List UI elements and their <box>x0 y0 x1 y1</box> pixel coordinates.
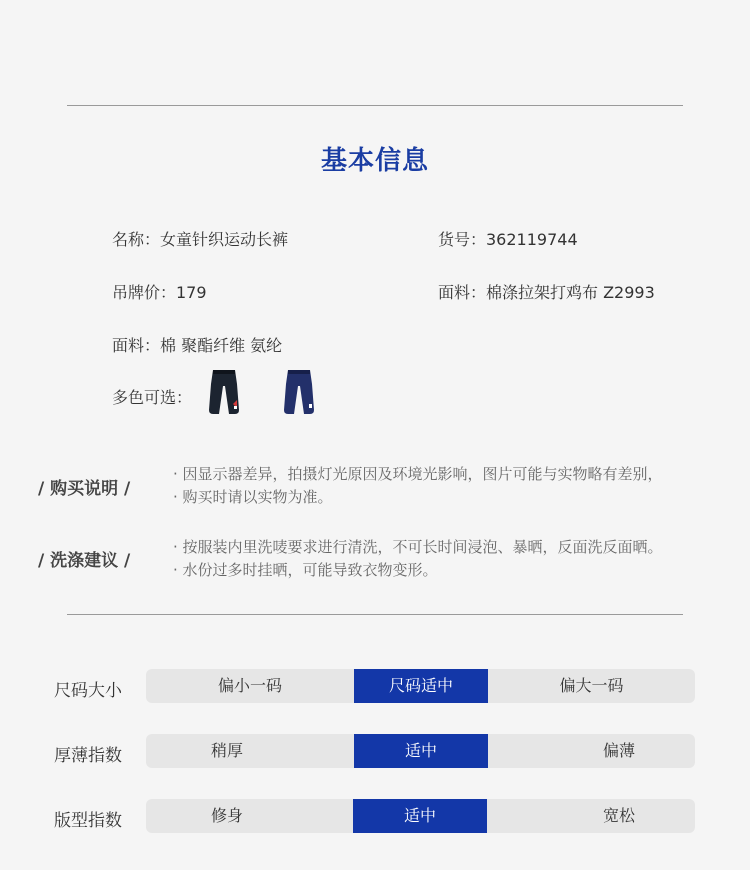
product-name: 名称：女童针织运动长裤 <box>112 230 289 249</box>
silhouette-option[interactable]: 宽松 <box>602 806 635 825</box>
bottom-divider <box>67 614 683 615</box>
black-pants-icon[interactable] <box>207 368 241 420</box>
wash-advice-label: / 洗涤建议 / <box>38 551 131 571</box>
thickness-option[interactable]: 偏薄 <box>602 741 635 760</box>
fabric-composition: 面料：棉 聚酯纤维 氨纶 <box>112 336 283 355</box>
size-fit-option-selected[interactable]: 尺码适中 <box>354 669 488 703</box>
silhouette-option[interactable]: 修身 <box>210 806 243 825</box>
silhouette-label: 版型指数 <box>54 811 122 831</box>
purchase-note-line-2: · 购买时请以实物为准。 <box>173 488 333 506</box>
size-fit-label: 尺码大小 <box>54 681 122 701</box>
wash-advice-line-1: · 按服装内里洗唛要求进行清洗，不可长时间浸泡、暴晒，反面洗反面晒。 <box>173 538 663 556</box>
size-fit-option[interactable]: 偏大一码 <box>559 676 624 695</box>
thickness-option[interactable]: 稍厚 <box>210 741 243 760</box>
thickness-scale <box>146 734 695 768</box>
size-fit-scale <box>146 669 695 703</box>
colors-label: 多色可选： <box>112 388 193 407</box>
wash-advice-line-2: · 水份过多时挂晒，可能导致衣物变形。 <box>173 561 438 579</box>
silhouette-option-selected[interactable]: 适中 <box>353 799 487 833</box>
purchase-note-label: / 购买说明 / <box>38 479 131 499</box>
thickness-label: 厚薄指数 <box>54 746 122 766</box>
navy-pants-icon[interactable] <box>282 368 316 420</box>
tag-price: 吊牌价：179 <box>112 283 207 302</box>
purchase-note-line-1: · 因显示器差异，拍摄灯光原因及环境光影响，图片可能与实物略有差别， <box>173 465 663 483</box>
item-number: 货号：362119744 <box>438 230 578 249</box>
silhouette-scale <box>146 799 695 833</box>
size-fit-option[interactable]: 偏小一码 <box>217 676 282 695</box>
thickness-option-selected[interactable]: 适中 <box>354 734 488 768</box>
page-title: 基本信息 <box>320 146 429 176</box>
fabric-code: 面料：棉涤拉架打鸡布 Z2993 <box>438 283 655 302</box>
top-divider <box>67 105 683 106</box>
